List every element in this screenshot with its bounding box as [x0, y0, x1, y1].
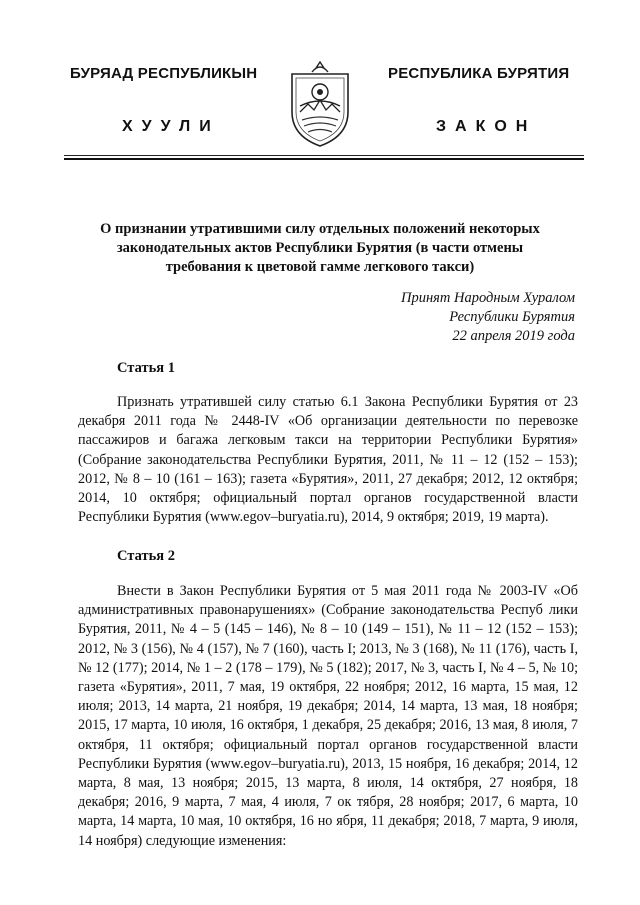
- text-line: (Собрание законодательства Республики Бурятия, 2011, № 11 – 12 (152 –: [78, 451, 543, 468]
- law-title: [90, 220, 550, 277]
- text-line: 153); 2012, № 8 – 10 (161 – 163); газета «Бурятия», 2011, 27 декабря; 2012, 12: [78, 451, 578, 487]
- header-right-word: ЗАКОН: [436, 118, 537, 135]
- article-2-heading: Статья 2: [117, 548, 175, 564]
- adoption-date: 22 апреля 2019 года: [452, 328, 575, 344]
- text-line: административных правонарушениях» (Собрание законодательства Респуб: [78, 602, 543, 619]
- adoption-line: Республики Бурятия: [449, 309, 575, 325]
- coat-of-arms-icon: [286, 60, 354, 150]
- text-line: власти Республики Бурятия (www.egov–buryatia.ru), 2014, 9 октября; 2019, 19: [78, 490, 579, 526]
- text-line: органов государственной власти Республики Бурятия (www.egov–buryatia.ru),: [78, 736, 578, 772]
- text-line: 25 декабря; 2016, 13 мая, 8 июля, 7 октября, 11 октября; официальный портал: [78, 717, 579, 753]
- text-line: тября, 28 ноября; 2017, 6 марта, 10 марта, 14 марта, 10 мая, 10 октября, 16 но: [78, 794, 578, 830]
- text-line: 23 декабря 2011 года № 2448-IV «Об организации деятельности по перевозке: [78, 394, 578, 430]
- article-1-text: [78, 393, 578, 527]
- header-divider-thick: [64, 158, 584, 160]
- text-line: (176), часть I, № 12 (177); 2014, № 1 – 2 (178 – 179), № 5 (182); 2017, № 3,: [78, 640, 578, 676]
- law-title-line: требования к цветовой гамме легкового такси): [165, 259, 475, 275]
- header-right-title: РЕСПУБЛИКА БУРЯТИЯ: [388, 65, 570, 82]
- text-line: 8 июля, 14 октября, 27 ноября, 18 декабря; 2016, 9 марта, 7 мая, 4 июля, 7 ок: [78, 775, 579, 811]
- header-divider-thin: [64, 155, 584, 156]
- header-left-title: БУРЯАД РЕСПУБЛИКЫН: [70, 65, 258, 82]
- text-line: марта).: [505, 509, 549, 526]
- adoption-line: Принят Народным Хуралом: [400, 290, 575, 306]
- text-line: часть I, № 4 – 5, № 10; газета «Бурятия», 2011, 7 мая, 19 октября, 22 ноября;: [78, 659, 579, 696]
- text-line: пассажиров и багажа легковым такси на территории Республики Бурятия»: [78, 432, 578, 449]
- text-line: 14 марта, 13 мая, 18 ноября; 2015, 17 марта, 10 июля, 16 октября, 1 декабря,: [78, 698, 578, 734]
- text-line: Внести в Закон Республики Бурятия от 5 мая 2011 года № 2003-IV «Об: [117, 583, 578, 599]
- article-2-text: [78, 582, 578, 851]
- text-line: – 153); 2012, № 3 (156), № 4 (157), № 7 (160), часть I; 2013, № 3 (168), № 11: [78, 621, 579, 657]
- text-line: Признать утратившей силу статью 6.1 Закона Республики Бурятия от: [117, 394, 558, 410]
- text-line: лики Бурятия, 2011, № 4 – 5 (145 – 146), № 8 – 10 (149 – 151), № 11 – 12 (152: [78, 602, 578, 638]
- text-line: октября; 2014, 10 октября; официальный портал органов государственной: [78, 470, 579, 507]
- adoption-note: [401, 289, 575, 346]
- text-line: ября, 11 декабря; 2018, 7 марта, 9 июля, 14 ноября) следующие изменения:: [78, 813, 579, 849]
- text-line: 2013, 15 ноября, 16 декабря; 2014, 12 марта, 8 мая, 13 ноября; 2015, 13 марта,: [78, 755, 578, 792]
- law-title-line: О признании утратившими силу отдельных положений некоторых: [100, 221, 540, 237]
- article-1-heading: Статья 1: [117, 360, 175, 376]
- header-left-word: ХУУЛИ: [122, 118, 220, 135]
- law-title-line: законодательных актов Республики Бурятия (в части отмены: [116, 240, 524, 256]
- text-line: 2012, 16 марта, 15 мая, 12 июля; 2013, 14 марта, 21 ноября, 19 декабря; 2014,: [78, 679, 578, 715]
